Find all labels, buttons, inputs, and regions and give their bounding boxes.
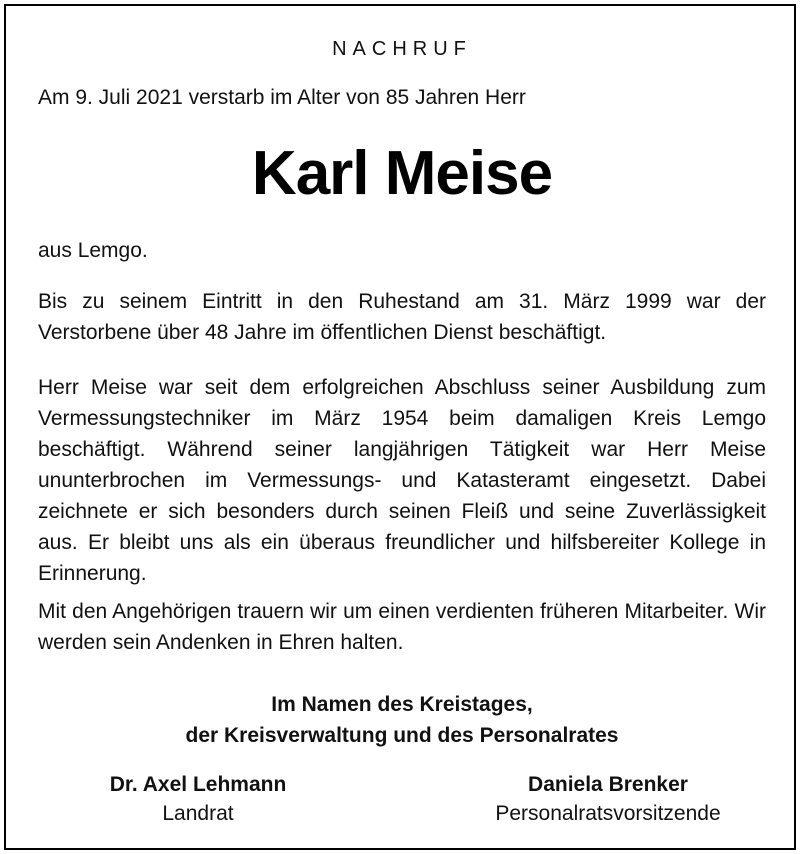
obituary-notice — [4, 4, 796, 850]
signatory-role: Personalratsvorsitzende — [495, 802, 721, 825]
paragraph-service: Herr Meise war seit dem erfolgreichen Abschluss seiner Ausbildung zum Vermessungstechniker im März 1954 beim damaligen Kreis Lemgo beschäftigt. Während seiner langjährigen Tätigkeit war Herr Meise ununterbrochen im Vermessungs- und Katasteramt eingesetzt. Dabei zeichnete er sich besonders durch seinen Fleiß und seine Zuverlässigkeit aus. Er bleibt uns als ein überaus freundlicher und hilfsbereiter Kollege in Erinnerung. — [38, 376, 766, 585]
intro-line: Am 9. Juli 2021 verstarb im Alter von 85 Jahren Herr — [38, 86, 526, 109]
signatory-role: Landrat — [162, 802, 234, 825]
paragraph-mourning: Mit den Angehörigen trauern wir um einen verdienten früheren Mitarbeiter. Wir werden sein Andenken in Ehren halten. — [38, 600, 766, 654]
origin-line: aus Lemgo. — [38, 239, 148, 262]
signatory-personalrat — [458, 770, 758, 828]
signatory-name: Dr. Axel Lehmann — [109, 773, 287, 796]
signatory-name: Daniela Brenker — [528, 773, 688, 796]
notice-heading: NACHRUF — [332, 38, 472, 60]
deceased-name: Karl Meise — [251, 139, 553, 208]
paragraph-career: Bis zu seinem Eintritt in den Ruhestand am 31. März 1999 war der Verstorbene über 48 Jahre im öffentlichen Dienst beschäftigt. — [38, 290, 766, 344]
organization-line-1: Im Namen des Kreistages, — [271, 693, 533, 716]
organization-line-2: der Kreisverwaltung und des Personalrates — [185, 724, 619, 747]
signatory-landrat — [48, 770, 348, 828]
